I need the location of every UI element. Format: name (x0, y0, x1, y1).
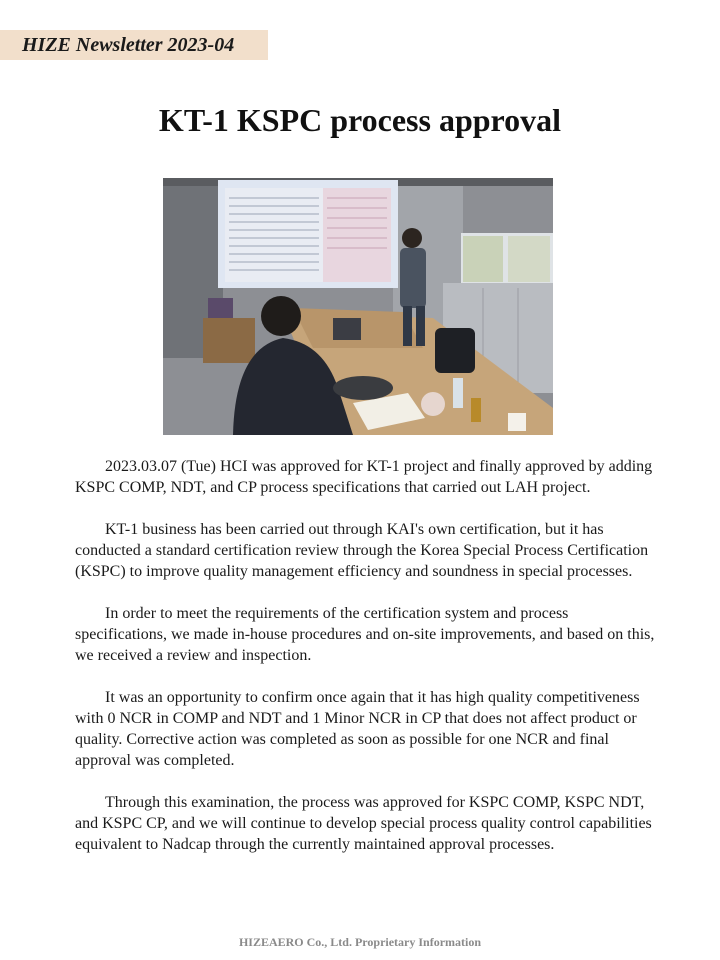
paragraph: It was an opportunity to confirm once again that it has high quality competitiveness with 0 NCR in COMP and NDT and 1 Minor NCR in CP that does not affect product or quality. Corrective action was completed as soon as possible for one NCR and final approval was completed. (75, 689, 640, 769)
paragraph: 2023.03.07 (Tue) HCI was approved for KT-1 project and finally approved by adding KSPC COMP, NDT, and CP process specifications that carried out LAH project. (75, 458, 653, 496)
paragraph: In order to meet the requirements of the certification system and process specifications, we made in-house procedures and on-site improvements, and based on this, we received a review and inspection. (75, 605, 655, 664)
article-body (75, 456, 655, 876)
article-title: KT-1 KSPC process approval (158, 102, 562, 138)
newsletter-header: HIZE Newsletter 2023-04 (0, 30, 268, 60)
paragraph: KT-1 business has been carried out through KAI's own certification, but it has conducted a standard certification review through the Korea Special Process Certification (KSPC) to improve quality management efficiency and soundness in special processes. (75, 521, 649, 580)
meeting-room-photo (163, 178, 553, 435)
footer-proprietary-notice: HIZEAERO Co., Ltd. Proprietary Information (238, 935, 482, 949)
paragraph: Through this examination, the process was approved for KSPC COMP, KSPC NDT, and KSPC CP, and we will continue to develop special process quality control capabilities equivalent to Nadcap through the currently maintained approval processes. (75, 794, 652, 853)
